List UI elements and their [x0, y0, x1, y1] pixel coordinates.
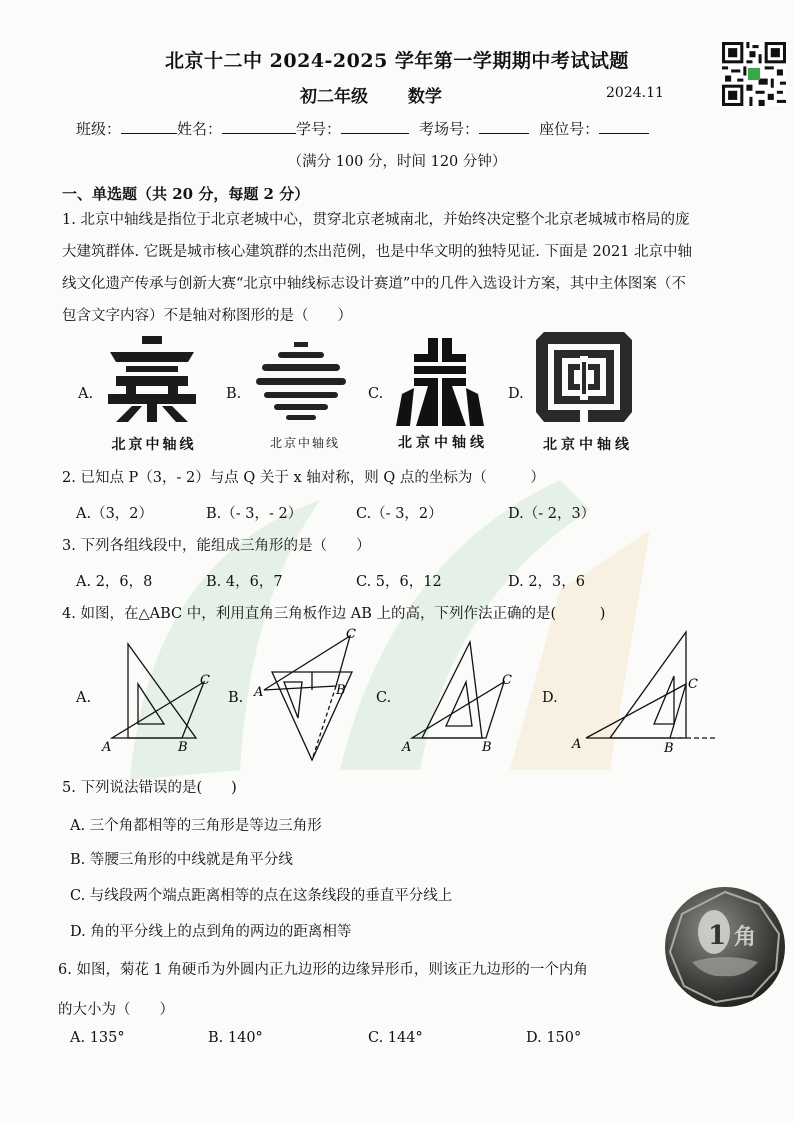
label-c: C [346, 627, 356, 642]
class-field[interactable] [121, 119, 177, 134]
logo-d-graphic [536, 332, 632, 428]
q1-option-c[interactable]: C. [368, 386, 384, 402]
q6-line: 6. 如图，菊花 1 角硬币为外圆内正九边形的边缘异形币，则该正九边形的一个内角 [58, 962, 588, 978]
subject-label: 数学 [407, 87, 442, 107]
name-field[interactable] [222, 119, 296, 134]
label-a: A [254, 685, 264, 700]
q1-line: 包含文字内容）不是轴对称图形的是（ ） [62, 308, 352, 324]
q1-line: 大建筑群体. 它既是城市核心建筑群的杰出范例，也是中华文明的独特见证. 下面是 2021 北京中轴 [62, 244, 693, 260]
label-b: B [664, 741, 674, 754]
student-id-label: 学号： [296, 120, 342, 138]
q4-option-a[interactable]: A. [76, 690, 92, 706]
q2-option-c[interactable]: C.（- 3，2） [356, 506, 443, 522]
logo-b-caption: 北京中轴线 [269, 436, 340, 450]
label-c: C [502, 673, 512, 688]
label-b: B [178, 740, 188, 754]
section-title: 一、单选题（共 20 分，每题 2 分） [62, 185, 310, 203]
q4-option-c[interactable]: C. [376, 690, 392, 706]
q2-option-a[interactable]: A.（3，2） [76, 506, 154, 522]
label-b: B [482, 740, 492, 755]
name-label: 姓名： [177, 120, 223, 138]
q1-line: 1. 北京中轴线是指位于北京老城中心，贯穿北京老城南北，并始终决定整个北京老城城市格局的庞 [62, 212, 690, 228]
q4-figure-d [570, 628, 720, 754]
coin-character: 角 [734, 924, 757, 950]
logo-d-caption: 北京中轴线 [543, 437, 633, 453]
grade-label: 初二年级 [300, 87, 368, 107]
seat-field[interactable] [599, 119, 649, 134]
q5-option-a[interactable]: A. 三个角都相等的三角形是等边三角形 [70, 818, 322, 834]
question-2-stem: 2. 已知点 P（3，- 2）与点 Q 关于 x 轴对称，则 Q 点的坐标为（ ） [62, 470, 545, 486]
question-6-stem [58, 950, 588, 1030]
q4-option-b[interactable]: B. [228, 690, 244, 706]
question-4-stem: 4. 如图，在△ABC 中，利用直角三角板作边 AB 上的高，下列作法正确的是( ) [62, 606, 606, 622]
q4-figure-c [400, 632, 524, 756]
label-c: C [688, 677, 698, 692]
q1-option-a[interactable]: A. [78, 386, 94, 402]
logo-a-graphic [104, 336, 200, 424]
student-id-field[interactable] [341, 119, 409, 134]
class-label: 班级： [76, 120, 122, 138]
label-a: A [102, 740, 112, 754]
label-a: A [402, 740, 412, 755]
exam-date: 2024.11 [606, 85, 664, 101]
q3-option-d[interactable]: D. 2，3，6 [508, 574, 586, 590]
coin-numeral: 1 [708, 921, 727, 951]
exam-title: 北京十二中 2024-2025 学年第一学期期中考试试题 [165, 50, 629, 72]
q2-option-b[interactable]: B.（- 3，- 2） [206, 506, 303, 522]
logo-b-graphic [254, 342, 348, 422]
qr-code-icon [722, 42, 786, 106]
q2-option-d[interactable]: D.（- 2，3） [508, 506, 596, 522]
q5-option-d[interactable]: D. 角的平分线上的点到角的两边的距离相等 [70, 924, 352, 940]
label-c: C [200, 673, 210, 688]
q5-option-b[interactable]: B. 等腰三角形的中线就是角平分线 [70, 852, 293, 868]
logo-c-caption: 北京中轴线 [398, 435, 488, 451]
q6-option-b[interactable]: B. 140° [208, 1030, 263, 1046]
student-info-row [76, 118, 649, 139]
q6-line: 的大小为（ ） [58, 1002, 174, 1018]
score-note: （满分 100 分，时间 120 分钟） [287, 154, 507, 170]
q1-option-b[interactable]: B. [226, 386, 242, 402]
grade-subject [300, 82, 442, 107]
label-b: B [336, 683, 346, 698]
exam-room-label: 考场号： [419, 120, 480, 138]
coin-image [664, 886, 786, 1008]
q1-option-d[interactable]: D. [508, 386, 524, 402]
label-a: A [572, 737, 582, 752]
q3-option-a[interactable]: A. 2，6，8 [76, 574, 153, 590]
q4-figure-a [100, 634, 220, 754]
q3-option-c[interactable]: C. 5，6，12 [356, 574, 442, 590]
q5-option-c[interactable]: C. 与线段两个端点距离相等的点在这条线段的垂直平分线上 [70, 888, 453, 904]
q4-option-d[interactable]: D. [542, 690, 558, 706]
q6-option-c[interactable]: C. 144° [368, 1030, 423, 1046]
q1-line: 线文化遗产传承与创新大赛“北京中轴线标志设计赛道”中的几件入选设计方案，其中主体图案（不 [62, 276, 686, 292]
question-1-stem [62, 204, 752, 332]
question-3-stem: 3. 下列各组线段中，能组成三角形的是（ ） [62, 538, 371, 554]
q6-option-d[interactable]: D. 150° [526, 1030, 582, 1046]
q6-option-a[interactable]: A. 135° [70, 1030, 125, 1046]
question-5-stem: 5. 下列说法错误的是( ) [62, 780, 237, 796]
q4-figure-b [252, 626, 372, 762]
seat-label: 座位号： [539, 120, 600, 138]
logo-a-caption: 北京中轴线 [111, 437, 197, 453]
logo-c-graphic [396, 338, 484, 428]
q3-option-b[interactable]: B. 4，6，7 [206, 574, 283, 590]
exam-room-field[interactable] [479, 119, 529, 134]
